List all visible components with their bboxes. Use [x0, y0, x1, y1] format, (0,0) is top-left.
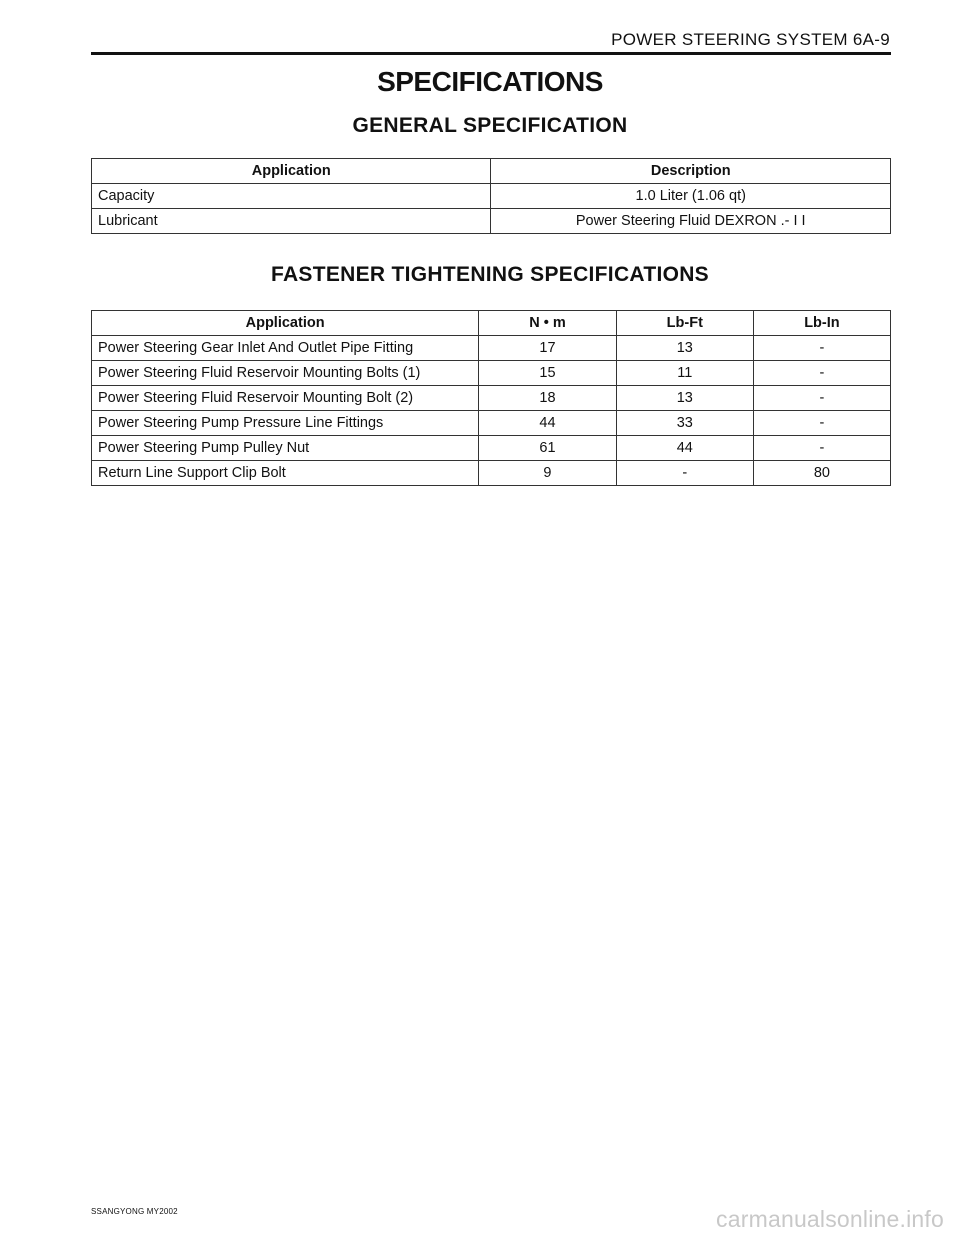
table-cell-application: Return Line Support Clip Bolt — [92, 461, 479, 486]
general-specification-title: GENERAL SPECIFICATION — [352, 114, 628, 137]
table-cell-lb-ft: 13 — [616, 386, 753, 411]
fastener-specification-title: FASTENER TIGHTENING SPECIFICATIONS — [270, 263, 709, 286]
table-cell-nm: 15 — [479, 361, 617, 386]
table-cell-application: Power Steering Pump Pulley Nut — [92, 436, 479, 461]
table-cell-description: Power Steering Fluid DEXRON .- I I — [491, 209, 891, 234]
table-cell-lb-ft: 33 — [616, 411, 753, 436]
table-cell-application: Power Steering Pump Pressure Line Fittings — [92, 411, 479, 436]
table-cell-application: Power Steering Fluid Reservoir Mounting Bolts (1) — [92, 361, 479, 386]
table-row — [92, 461, 891, 486]
table-cell-lb-ft: 13 — [616, 336, 753, 361]
column-header-application: Application — [92, 159, 491, 184]
table-cell-lb-ft: - — [616, 461, 753, 486]
table-cell-nm: 18 — [479, 386, 617, 411]
table-cell-description: 1.0 Liter (1.06 qt) — [491, 184, 891, 209]
table-cell-application: Power Steering Fluid Reservoir Mounting Bolt (2) — [92, 386, 479, 411]
table-row — [92, 386, 891, 411]
general-specification-table — [91, 158, 891, 234]
table-row — [92, 336, 891, 361]
column-header-nm: N • m — [479, 311, 617, 336]
page-title: SPECIFICATIONS — [377, 66, 603, 97]
footer-model-label: SSANGYONG MY2002 — [91, 1207, 178, 1216]
table-cell-lb-in: - — [753, 411, 890, 436]
table-cell-application: Lubricant — [92, 209, 491, 234]
column-header-lb-ft: Lb-Ft — [616, 311, 753, 336]
table-cell-nm: 61 — [479, 436, 617, 461]
table-row — [92, 361, 891, 386]
table-cell-lb-ft: 11 — [616, 361, 753, 386]
column-header-description: Description — [491, 159, 891, 184]
table-cell-application: Power Steering Gear Inlet And Outlet Pipe Fitting — [92, 336, 479, 361]
table-header-row — [92, 311, 891, 336]
column-header-lb-in: Lb-In — [753, 311, 890, 336]
column-header-application: Application — [92, 311, 479, 336]
table-cell-lb-in: 80 — [753, 461, 890, 486]
table-cell-lb-in: - — [753, 361, 890, 386]
table-row — [92, 411, 891, 436]
table-row — [92, 184, 891, 209]
page-header-title: POWER STEERING SYSTEM 6A-9 — [611, 30, 890, 49]
table-header-row — [92, 159, 891, 184]
table-cell-lb-ft: 44 — [616, 436, 753, 461]
table-row — [92, 209, 891, 234]
table-cell-nm: 9 — [479, 461, 617, 486]
table-row — [92, 436, 891, 461]
table-cell-lb-in: - — [753, 436, 890, 461]
table-cell-lb-in: - — [753, 336, 890, 361]
table-cell-nm: 44 — [479, 411, 617, 436]
table-cell-application: Capacity — [92, 184, 491, 209]
watermark-text: carmanualsonline.info — [716, 1206, 944, 1232]
table-cell-nm: 17 — [479, 336, 617, 361]
header-rule — [91, 52, 891, 55]
table-cell-lb-in: - — [753, 386, 890, 411]
fastener-specification-table — [91, 310, 891, 486]
